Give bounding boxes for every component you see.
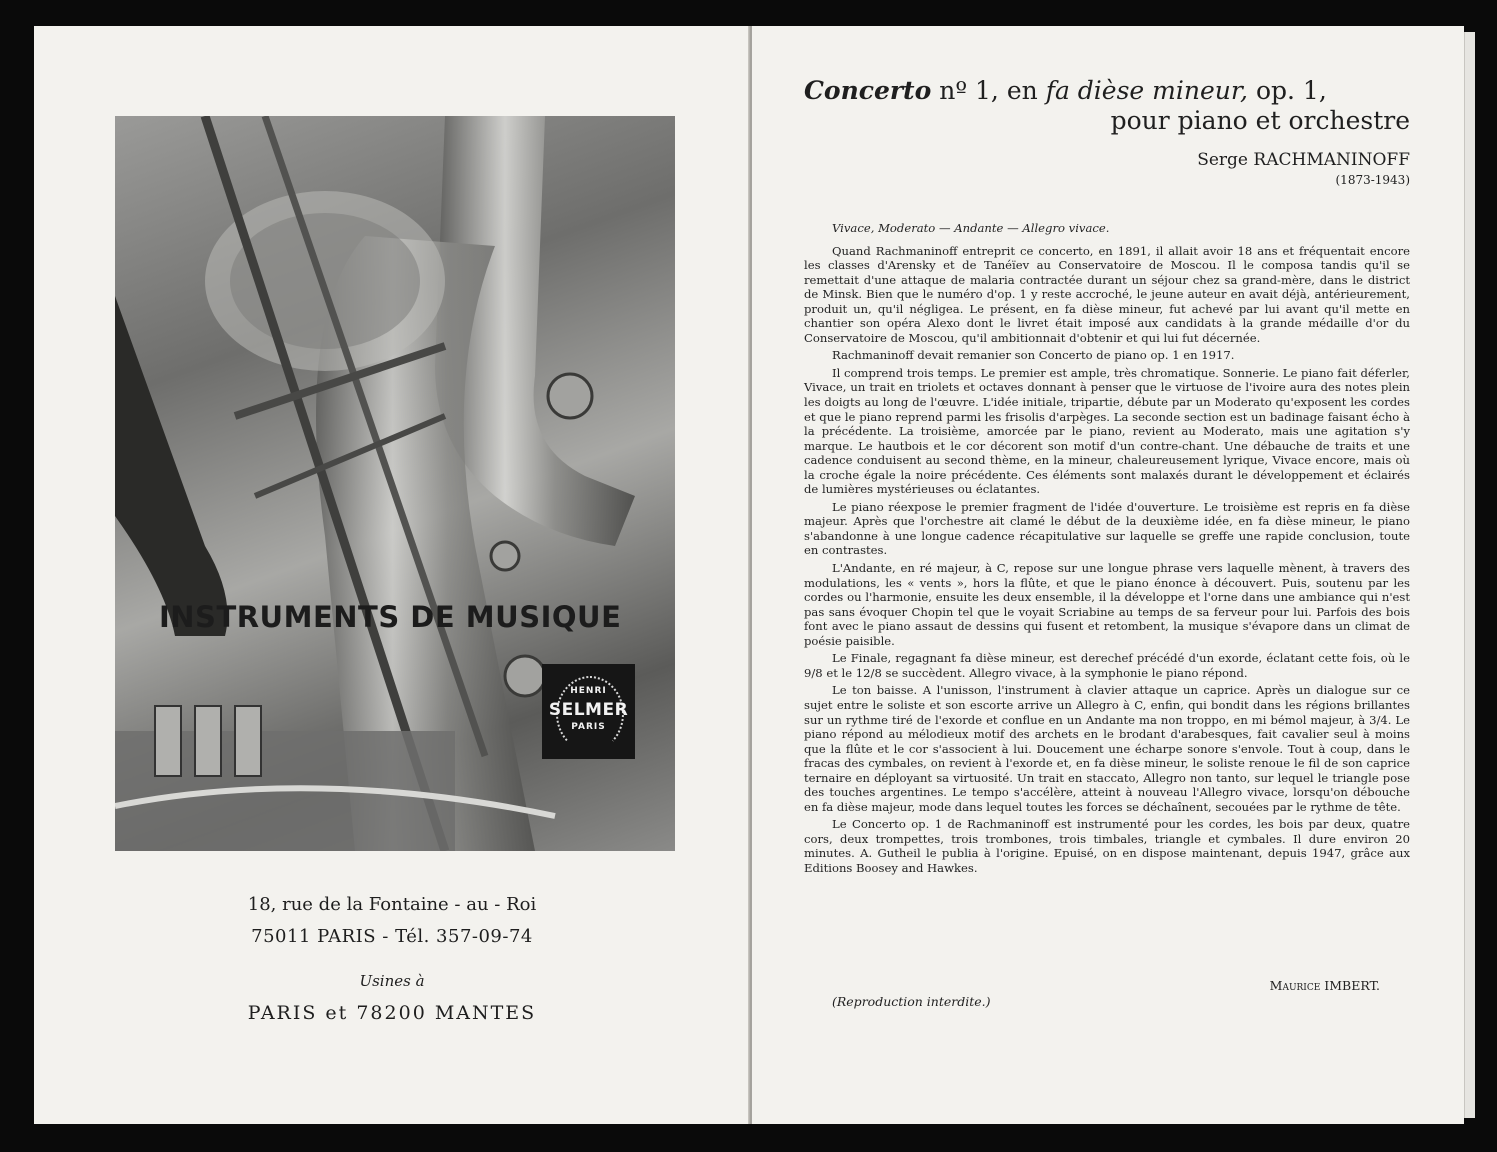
paragraph-1: Quand Rachmaninoff entreprit ce concerto, en 1891, il allait avoir 18 ans et fréquentait encore les classes d'Arensky et de Tanéïev au Conservatoire de Moscou. Il le composa tandis qu'il se remettait d'une attaque de malaria contractée durant un séjour chez sa grand-mère, dans le district de Minsk. Bien que le numéro d'op. 1 y reste accroché, le jeune auteur en avait déjà, antérieurement, produit un, qu'il négligea. Le présent, en fa dièse mineur, fut achevé par lui avant qu'il mette en chantier son opéra Alexo dont le livret était imposé aux candidats à la grande médaille d'or du Conservatoire de Moscou, qu'il ambitionnait d'obtenir et qui lui fut décernée. (804, 243, 1410, 345)
right-page-program-note (752, 26, 1464, 1124)
factories-locations: PARIS et 78200 MANTES (247, 1002, 537, 1024)
composer-dates: (1873-1943) (1335, 173, 1410, 187)
logo-line-henri: HENRI (570, 686, 607, 696)
work-title (804, 76, 1327, 105)
logo-line-selmer: SELMER (548, 700, 629, 720)
work-subtitle: pour piano et orchestre (1110, 106, 1410, 135)
title-concerto: Concerto (804, 76, 932, 105)
address-street: 18, rue de la Fontaine - au - Roi (247, 894, 537, 915)
program-note-body (804, 221, 1410, 879)
paragraph-6: Le Finale, regagnant fa dièse mineur, est derechef précédé d'un exorde, éclatant cette fois, où le 9/8 et le 12/8 se succèdent. Allegro vivace, à la symphonie le piano répond. (804, 651, 1410, 680)
movements-list: Vivace, Moderato — Andante — Allegro vivace. (832, 221, 1110, 235)
paragraph-7: Le ton baisse. A l'unisson, l'instrument à clavier attaque un caprice. Après un dialogue sur ce sujet entre le soliste et son escorte arrive un Allegro à C, enfin, qui bondit dans les régions brillantes sur un rythme tiré de l'exorde et conflue en un Andante ma non troppo, en mi bémol majeur, à 3/4. Le piano répond au mélodieux motif des archets en le brodant d'arabesques, fait cavalier seul à moins que la flûte et le cor s'associent à lui. Doucement une écharpe sonore s'envole. Tout à coup, dans le fracas des cymbales, on revient à l'exorde et, en fa dièse mineur, le soliste renoue le fil de son caprice ternaire en déployant sa virtuosité. Un trait en staccato, Allegro non tanto, sur lequel le triangle pose des touches argentines. Le tempo s'accélère, atteint à nouveau l'Allegro vivace, lorsqu'on débouche en fa dièse majeur, mode dans lequel toutes les forces se déchaînent, secouées par le rythme de tête. (804, 683, 1410, 814)
page-edge (1464, 32, 1475, 1118)
paragraph-3: Il comprend trois temps. Le premier est ample, très chromatique. Sonnerie. Le piano fait déferler, Vivace, un trait en triolets et octaves donnant à penser que le virtuose de l'ivoire aura des notes plein les doigts au long de l'œuvre. L'idée initiale, tripartie, débute par un Moderato qu'exposent les cordes et que le piano reprend parmi les frisolis d'arpèges. La seconde section est un badinage faisant écho à la précédente. La troisième, amorcée par le piano, revient au Moderato, mais une agitation s'y marque. Le hautbois et le cor décorent son motif d'un contre-chant. Une débauche de traits et une cadence conduisent au second thème, en la mineur, chaleureusement lyrique, Vivace encore, mais où la croche égale la noire précédente. Ces éléments sont malaxés durant le développement et éclairés de lumières mystérieuses ou éclatantes. (804, 365, 1410, 497)
instruments-photo (115, 116, 675, 851)
left-page-advertisement (34, 26, 750, 1124)
paragraph-5: L'Andante, en ré majeur, à C, repose sur une longue phrase vers laquelle mènent, à travers des modulations, les « vents », hors la flûte, et que le piano énonce à découvert. Puis, soutenu par les cordes ou l'harmonie, ensuite les deux ensemble, il la développe et l'orne dans une ambiance qui n'est pas sans évoquer Chopin tel que le voyait Scriabine au temps de sa ferveur pour lui. Parfois des bois font avec le piano assaut de dessins qui fusent et retombent, la musique s'évapore dans un climat de poésie paisible. (804, 561, 1410, 648)
ad-title: INSTRUMENTS DE MUSIQUE (159, 600, 622, 634)
title-number: nº 1, en (931, 76, 1046, 105)
composer-name (1197, 150, 1410, 170)
selmer-logo (542, 664, 635, 759)
paragraph-8: Le Concerto op. 1 de Rachmaninoff est instrumenté pour les cordes, les bois par deux, quatre cors, deux trompettes, trois trombones, trois timbales, triangle et cymbales. Il dure environ 20 minutes. A. Gutheil le publia à l'origine. Epuisé, on en dispose maintenant, depuis 1947, grâce aux Editions Boosey and Hawkes. (804, 817, 1410, 875)
logo-line-paris: PARIS (571, 722, 606, 732)
reproduction-notice: (Reproduction interdite.) (832, 994, 991, 1009)
composer-last-name: RACHMANINOFF (1253, 150, 1410, 170)
address-city-phone: 75011 PARIS - Tél. 357-09-74 (251, 926, 533, 947)
factories-label: Usines à (359, 972, 425, 990)
paragraph-2: Rachmaninoff devait remanier son Concerto de piano op. 1 en 1917. (832, 348, 1235, 363)
author-signature: Maurice IMBERT. (1269, 978, 1380, 993)
composer-first-name: Serge (1197, 150, 1248, 170)
paragraph-4: Le piano réexpose le premier fragment de l'idée d'ouverture. Le troisième est repris en fa dièse majeur. Après que l'orchestre ait clamé le début de la deuxième idée, en fa dièse mineur, le piano s'abandonne à une longue cadence récapitulative sur laquelle se greffe une rapide conclusion, toute en contrastes. (804, 499, 1410, 558)
title-key: fa dièse mineur, (1045, 76, 1249, 105)
title-opus: op. 1, (1248, 76, 1327, 105)
